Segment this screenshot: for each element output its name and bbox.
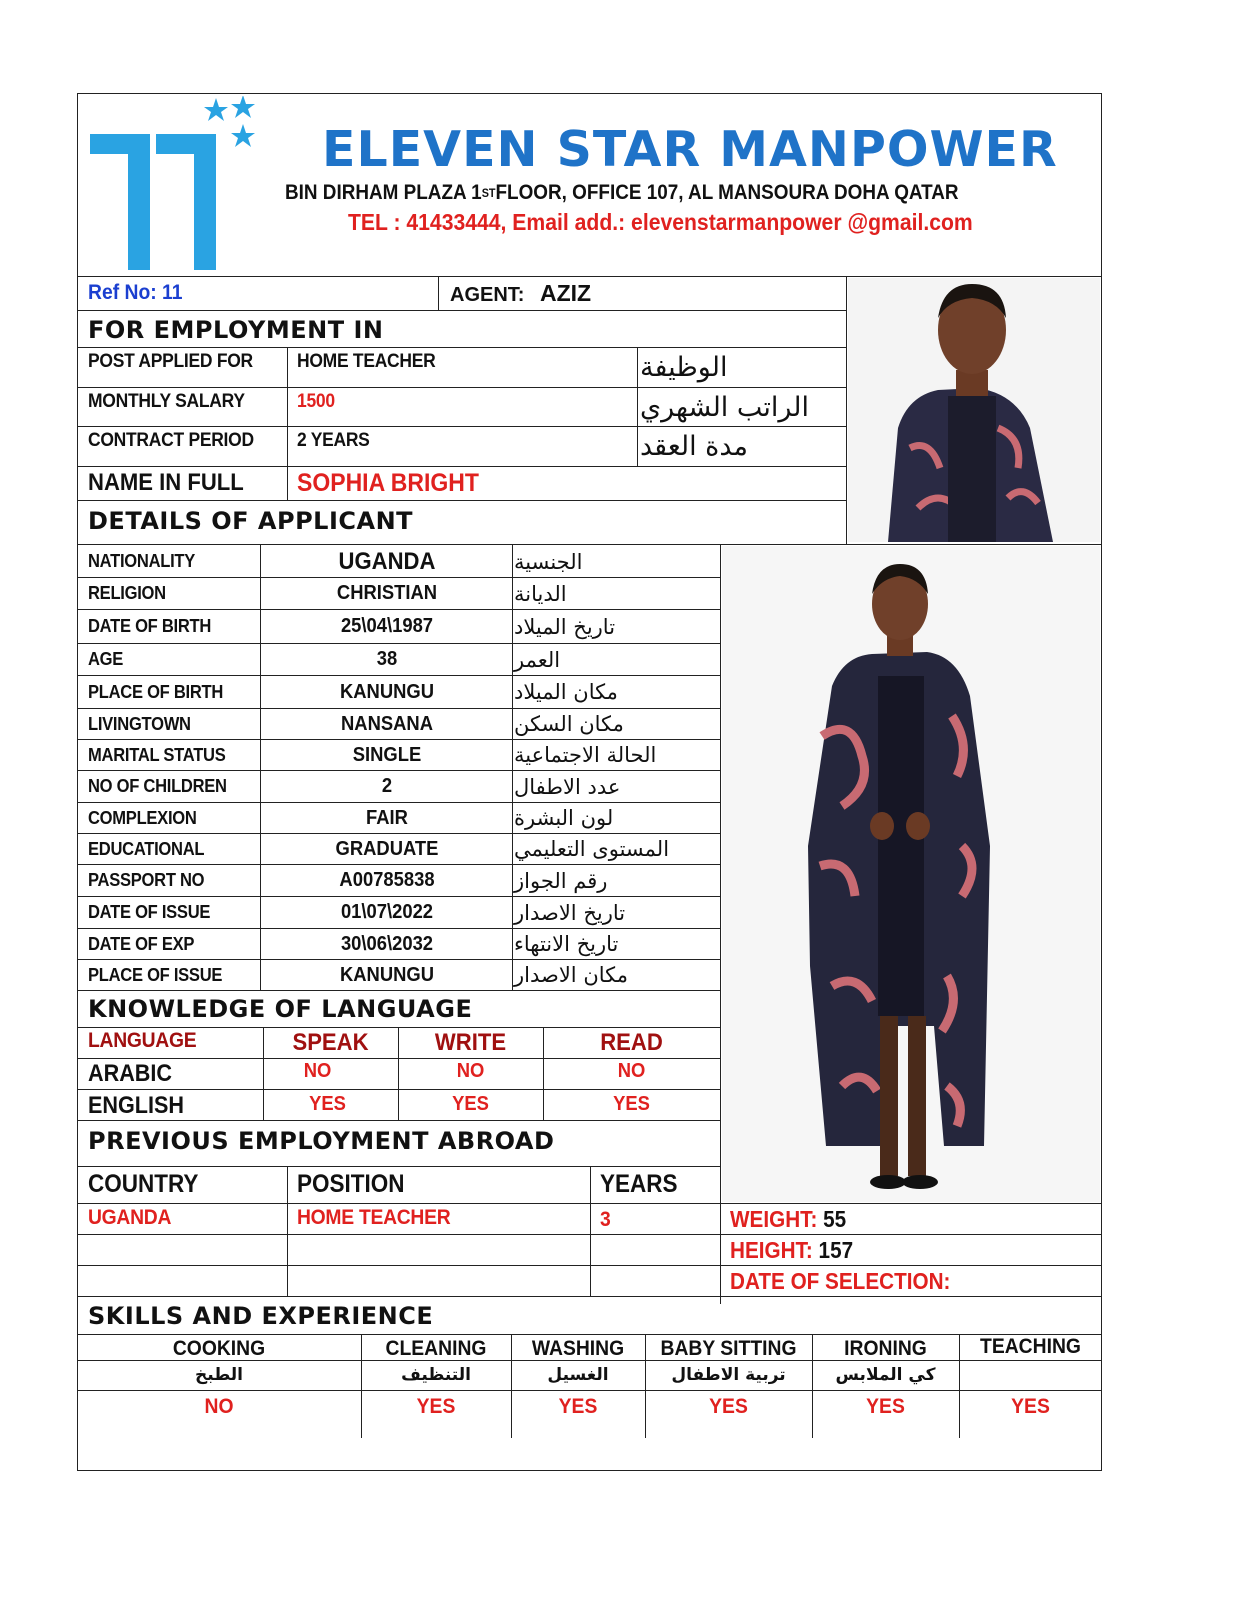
language-row-english-name: ENGLISH — [88, 1092, 185, 1119]
detail-value: 25\04\1987 — [340, 615, 434, 637]
detail-value: 2 — [381, 775, 393, 797]
detail-value: 30\06\2032 — [340, 932, 434, 955]
name-value: SOPHIA BRIGHT — [297, 468, 479, 497]
detail-value: A00785838 — [339, 869, 435, 891]
detail-label: PLACE OF BIRTH — [88, 681, 224, 702]
detail-arabic: رقم الجواز — [514, 868, 608, 893]
detail-label: MARITAL STATUS — [88, 744, 226, 765]
height-value: 157 — [818, 1236, 854, 1263]
skill-arabic: الغسيل — [547, 1365, 609, 1385]
language-header-language: LANGUAGE — [88, 1029, 197, 1052]
company-address — [285, 180, 959, 206]
skill-name: WASHING — [531, 1337, 625, 1360]
height-label: HEIGHT: — [730, 1236, 813, 1263]
detail-value: NANSANA — [341, 712, 433, 735]
applicant-headshot — [848, 278, 1100, 542]
agent-value: AZIZ — [540, 279, 592, 306]
post-applied-value: HOME TEACHER — [297, 351, 436, 372]
contract-arabic: مدة العقد — [640, 430, 748, 462]
skill-name: BABY SITTING — [660, 1337, 797, 1360]
detail-label: NATIONALITY — [88, 551, 196, 571]
skill-arabic: الطبخ — [195, 1365, 243, 1385]
skill-arabic: التنظيف — [401, 1365, 471, 1385]
language-row-english-write: YES — [452, 1092, 489, 1115]
language-header-write: WRITE — [434, 1029, 507, 1056]
detail-arabic: مكان الاصدار — [514, 963, 628, 987]
detail-label: DATE OF BIRTH — [88, 616, 212, 636]
ref-number: Ref No: 11 — [88, 281, 183, 304]
address-prefix: BIN DIRHAM PLAZA 1 — [285, 181, 482, 204]
detail-arabic: الديانة — [514, 581, 567, 606]
detail-value: CHRISTIAN — [336, 582, 438, 604]
name-label: NAME IN FULL — [88, 469, 244, 496]
detail-label: AGE — [88, 649, 124, 669]
skill-value: YES — [416, 1395, 456, 1418]
detail-value: GRADUATE — [335, 837, 439, 860]
skill-arabic — [959, 1361, 1102, 1389]
language-row-arabic-speak: NO — [303, 1059, 332, 1082]
previous-row-position: HOME TEACHER — [297, 1206, 451, 1229]
detail-arabic: تاريخ الاصدار — [514, 900, 626, 925]
detail-value: UGANDA — [338, 547, 436, 575]
detail-arabic: تاريخ الميلاد — [514, 614, 616, 639]
detail-label: COMPLEXION — [88, 807, 197, 828]
weight-row — [730, 1205, 846, 1233]
detail-value: KANUNGU — [339, 963, 435, 986]
previous-header-position: POSITION — [297, 1169, 405, 1198]
previous-section-title: PREVIOUS EMPLOYMENT ABROAD — [88, 1127, 555, 1155]
weight-label: WEIGHT: — [730, 1205, 818, 1232]
language-row-english-read: YES — [613, 1092, 650, 1115]
height-row — [730, 1236, 853, 1264]
salary-value: 1500 — [297, 391, 335, 412]
detail-arabic: العمر — [514, 647, 561, 672]
address-suffix: FLOOR, OFFICE 107, AL MANSOURA DOHA QATAR — [495, 181, 959, 204]
skill-arabic: تربية الاطفال — [671, 1365, 786, 1385]
detail-label: PASSPORT NO — [88, 870, 205, 890]
post-applied-arabic: الوظيفة — [640, 351, 728, 383]
detail-arabic: الجنسية — [514, 549, 583, 574]
weight-value: 55 — [823, 1205, 847, 1232]
detail-label: DATE OF ISSUE — [88, 902, 211, 922]
detail-label: EDUCATIONAL — [88, 838, 205, 859]
skill-name: IRONING — [844, 1337, 927, 1360]
company-contact: TEL : 41433444, Email add.: elevenstarmanpower @gmail.com — [348, 208, 973, 235]
skill-value: YES — [1011, 1395, 1050, 1418]
detail-value: 38 — [376, 648, 398, 670]
company-logo — [88, 96, 268, 276]
detail-label: LIVINGTOWN — [88, 713, 191, 734]
detail-value: KANUNGU — [339, 680, 435, 703]
salary-arabic: الراتب الشهري — [640, 391, 810, 423]
previous-header-country: COUNTRY — [88, 1169, 199, 1198]
skill-value: NO — [204, 1395, 234, 1418]
skill-value: YES — [558, 1395, 598, 1418]
detail-label: DATE OF EXP — [88, 933, 195, 954]
detail-arabic: مكان السكن — [514, 712, 624, 736]
skill-name: TEACHING — [980, 1335, 1081, 1358]
language-row-arabic-write: NO — [456, 1059, 485, 1082]
address-sup: ST — [481, 186, 496, 200]
language-section-title: KNOWLEDGE OF LANGUAGE — [88, 995, 473, 1023]
employment-section-title: FOR EMPLOYMENT IN — [88, 316, 384, 344]
previous-header-years: YEARS — [600, 1169, 678, 1198]
date-of-selection-label: DATE OF SELECTION: — [730, 1267, 951, 1294]
detail-arabic: لون البشرة — [514, 806, 614, 830]
company-name: ELEVEN STAR MANPOWER — [322, 120, 1058, 178]
language-header-read: READ — [600, 1029, 663, 1056]
language-row-arabic-read: NO — [617, 1059, 646, 1082]
skill-arabic: كي الملابس — [835, 1365, 936, 1385]
detail-arabic: تاريخ الانتهاء — [514, 932, 619, 956]
detail-arabic: مكان الميلاد — [514, 680, 618, 704]
skill-value: YES — [709, 1395, 748, 1418]
language-row-arabic-name: ARABIC — [88, 1060, 172, 1087]
details-section-title: DETAILS OF APPLICANT — [88, 507, 414, 535]
agent-label: AGENT: — [450, 283, 525, 306]
previous-row-country: UGANDA — [88, 1206, 172, 1229]
detail-value: FAIR — [366, 806, 408, 829]
applicant-full-photo — [722, 546, 1100, 1202]
detail-arabic: المستوى التعليمي — [514, 837, 670, 861]
language-header-speak: SPEAK — [292, 1029, 369, 1056]
detail-label: PLACE OF ISSUE — [88, 964, 223, 985]
contract-label: CONTRACT PERIOD — [88, 430, 254, 451]
skill-name: COOKING — [172, 1337, 266, 1360]
salary-label: MONTHLY SALARY — [88, 391, 245, 412]
detail-value: SINGLE — [352, 743, 422, 766]
detail-arabic: عدد الاطفال — [514, 774, 621, 799]
previous-row-years: 3 — [600, 1208, 611, 1231]
detail-arabic: الحالة الاجتماعية — [514, 743, 657, 767]
skill-name: CLEANING — [385, 1337, 487, 1360]
skills-section-title: SKILLS AND EXPERIENCE — [88, 1302, 434, 1330]
post-applied-label: POST APPLIED FOR — [88, 351, 253, 372]
detail-label: NO OF CHILDREN — [88, 776, 227, 796]
detail-label: RELIGION — [88, 583, 166, 603]
language-row-english-speak: YES — [309, 1092, 346, 1115]
contract-value: 2 YEARS — [297, 430, 370, 451]
skill-value: YES — [866, 1395, 905, 1418]
detail-value: 01\07\2022 — [340, 901, 434, 923]
